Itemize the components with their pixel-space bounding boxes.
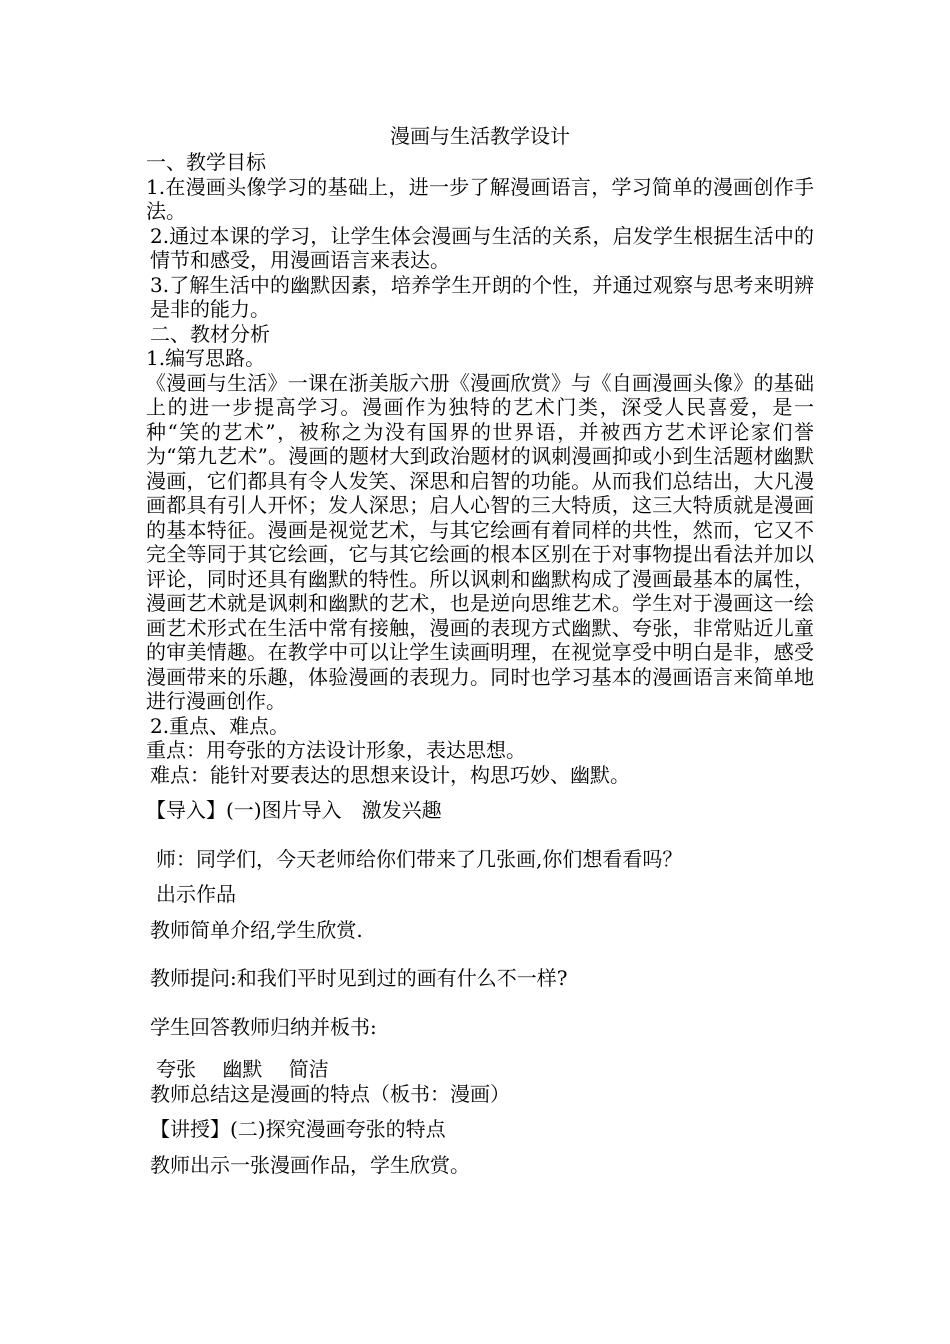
key-point: 重点：用夸张的方法设计形象，表达思想。 <box>146 738 526 762</box>
lecture-heading: 【讲授】(二)探究漫画夸张的特点 <box>150 1117 446 1141</box>
board-words: 夸张 幽默 简洁 <box>156 1057 329 1081</box>
student-answer: 学生回答教师归纳并板书: <box>150 1014 377 1039</box>
document-page <box>146 122 814 1177</box>
teacher-summary: 教师总结这是漫画的特点（板书：漫画） <box>150 1081 510 1106</box>
difficulty: 难点：能针对要表达的思想来设计，构思巧妙、幽默。 <box>150 762 630 787</box>
analysis-1-body: 《漫画与生活》一课在浙美版六册《漫画欣赏》与《自画漫画头像》的基础上的进一步提高学习。漫画作为独特的艺术门类，深受人民喜爱，是一种“笑的艺术”，被称之为没有国界的世界语，并被西方艺术评论家们誉为“第九艺术”。漫画的题材大到政治题材的讽刺漫画抑或小到生活题材幽默漫画，它们都具有令人发笑、深思和启智的功能。从而我们总结出，大凡漫画都具有引人开怀；发人深思；启人心智的三大特质，这三大特质就是漫画的基本特征。漫画是视觉艺术，与其它绘画有着同样的共性，然而，它又不完全等同于其它绘画，它与其它绘画的根本区别在于对事物提出看法并加以评论，同时还具有幽默的特性。所以讽刺和幽默构成了漫画最基本的属性，漫画艺术就是讽刺和幽默的艺术，也是逆向思维艺术。学生对于漫画这一绘画艺术形式在生活中常有接触，漫画的表现方式幽默、夸张，非常贴近儿童的审美情趣。在教学中可以让学生读画明理，在视觉享受中明白是非，感受漫画带来的乐趣，体验漫画的表现力。同时也学习基本的漫画语言来简单地进行漫画创作。 <box>146 370 814 713</box>
goal-1: 1.在漫画头像学习的基础上，进一步了解漫画语言，学习简单的漫画创作手法。 <box>146 174 814 223</box>
document-title: 漫画与生活教学设计 <box>390 124 570 148</box>
teacher-show: 教师出示一张漫画作品，学生欣赏。 <box>150 1152 470 1177</box>
goals-heading: 一、教学目标 <box>146 150 266 174</box>
goal-2: 2.通过本课的学习，让学生体会漫画与生活的关系，启发学生根据生活中的情节和感受，用漫画语言来表达。 <box>150 223 814 272</box>
show-works: 出示作品 <box>156 882 236 906</box>
teacher-intro: 教师简单介绍,学生欣赏. <box>150 917 363 942</box>
goal-3: 3.了解生活中的幽默因素，培养学生开朗的个性，并通过观察与思考来明辨是非的能力。 <box>150 272 814 321</box>
analysis-2-heading: 2.重点、难点。 <box>150 713 290 738</box>
analysis-heading: 二、教材分析 <box>150 321 270 346</box>
intro-heading: 【导入】(一)图片导入 激发兴趣 <box>146 798 442 822</box>
teacher-question: 教师提问:和我们平时见到过的画有什么不一样? <box>150 966 568 990</box>
analysis-1-heading: 1.编写思路。 <box>146 346 266 370</box>
teacher-line-1: 师：同学们，今天老师给你们带来了几张画,你们想看看吗？ <box>156 846 683 871</box>
